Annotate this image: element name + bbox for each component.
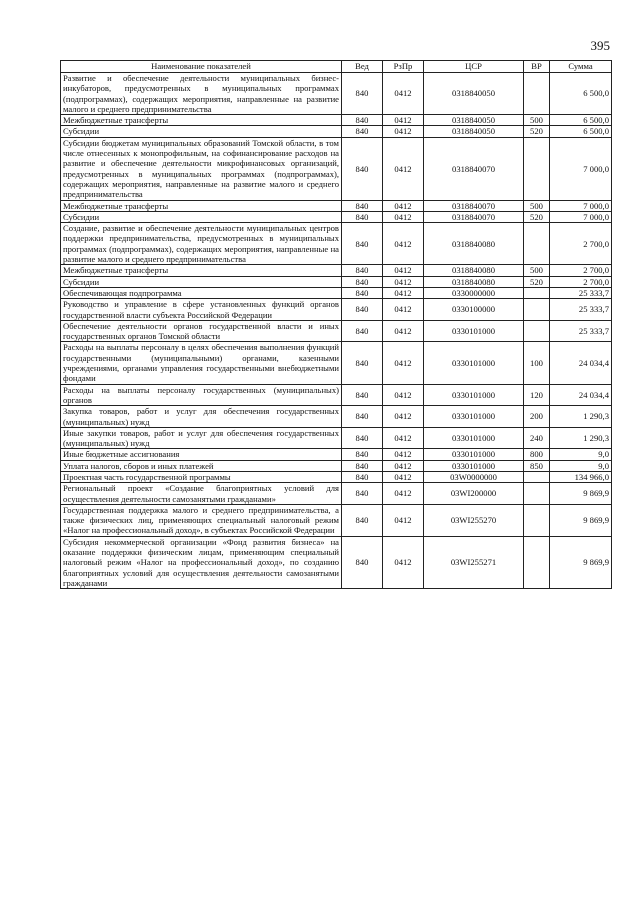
cell-sum: 134 966,0	[550, 471, 612, 482]
cell-rzpr: 0412	[383, 299, 424, 321]
cell-sum: 25 333,7	[550, 320, 612, 342]
cell-vr: 120	[524, 384, 550, 406]
cell-ved: 840	[342, 299, 383, 321]
cell-vr: 500	[524, 265, 550, 276]
cell-rzpr: 0412	[383, 211, 424, 222]
cell-rzpr: 0412	[383, 265, 424, 276]
cell-name: Межбюджетные трансферты	[61, 115, 342, 126]
cell-rzpr: 0412	[383, 483, 424, 505]
cell-vr	[524, 73, 550, 115]
cell-rzpr: 0412	[383, 320, 424, 342]
table-row	[61, 427, 612, 449]
cell-sum: 25 333,7	[550, 299, 612, 321]
cell-ved: 840	[342, 200, 383, 211]
cell-csr: 0318840050	[424, 73, 524, 115]
cell-csr: 03WI255270	[424, 504, 524, 536]
budget-table	[60, 60, 612, 589]
cell-vr: 200	[524, 406, 550, 428]
cell-csr: 0330000000	[424, 287, 524, 298]
header-csr: ЦСР	[424, 61, 524, 73]
cell-vr: 800	[524, 449, 550, 460]
cell-ved: 840	[342, 126, 383, 137]
cell-sum: 7 000,0	[550, 137, 612, 200]
table-row	[61, 460, 612, 471]
cell-vr: 520	[524, 126, 550, 137]
cell-rzpr: 0412	[383, 126, 424, 137]
cell-sum: 9 869,9	[550, 504, 612, 536]
cell-csr: 0330101000	[424, 384, 524, 406]
cell-sum: 24 034,4	[550, 342, 612, 384]
table-row	[61, 320, 612, 342]
cell-csr: 0330101000	[424, 406, 524, 428]
cell-csr: 0318840050	[424, 126, 524, 137]
cell-vr	[524, 299, 550, 321]
cell-ved: 840	[342, 73, 383, 115]
cell-rzpr: 0412	[383, 536, 424, 588]
cell-ved: 840	[342, 460, 383, 471]
cell-vr	[524, 536, 550, 588]
cell-csr: 0318840070	[424, 211, 524, 222]
cell-rzpr: 0412	[383, 460, 424, 471]
cell-name: Расходы на выплаты персоналу в целях обеспечения выполнения функций государственными (муниципальными) органами, казенными учреждениями, органами управления государственными внебюджетными фондами	[61, 342, 342, 384]
cell-sum: 6 500,0	[550, 126, 612, 137]
cell-rzpr: 0412	[383, 73, 424, 115]
cell-csr: 03WI255271	[424, 536, 524, 588]
cell-csr: 0330101000	[424, 449, 524, 460]
cell-sum: 9,0	[550, 449, 612, 460]
cell-ved: 840	[342, 449, 383, 460]
cell-rzpr: 0412	[383, 427, 424, 449]
cell-sum: 1 290,3	[550, 427, 612, 449]
cell-vr: 520	[524, 276, 550, 287]
table-row	[61, 384, 612, 406]
table-row	[61, 115, 612, 126]
cell-sum: 7 000,0	[550, 200, 612, 211]
cell-vr: 500	[524, 115, 550, 126]
cell-name: Иные закупки товаров, работ и услуг для обеспечения государственных (муниципальных) нужд	[61, 427, 342, 449]
cell-csr: 0330100000	[424, 299, 524, 321]
table-row	[61, 449, 612, 460]
cell-vr	[524, 287, 550, 298]
table-row	[61, 265, 612, 276]
cell-vr	[524, 223, 550, 265]
cell-csr: 03W0000000	[424, 471, 524, 482]
table-body	[61, 73, 612, 589]
cell-sum: 7 000,0	[550, 211, 612, 222]
cell-rzpr: 0412	[383, 276, 424, 287]
cell-sum: 6 500,0	[550, 73, 612, 115]
cell-ved: 840	[342, 320, 383, 342]
cell-name: Межбюджетные трансферты	[61, 265, 342, 276]
cell-sum: 2 700,0	[550, 276, 612, 287]
cell-vr	[524, 137, 550, 200]
cell-rzpr: 0412	[383, 384, 424, 406]
cell-ved: 840	[342, 384, 383, 406]
cell-rzpr: 0412	[383, 342, 424, 384]
cell-csr: 0330101000	[424, 460, 524, 471]
header-rzpr: РзПр	[383, 61, 424, 73]
cell-csr: 0318840070	[424, 137, 524, 200]
cell-ved: 840	[342, 483, 383, 505]
cell-name: Субсидии	[61, 276, 342, 287]
cell-name: Субсидии бюджетам муниципальных образований Томской области, в том числе отнесенных к монопрофильным, на софинансирование расходов на развитие и обеспечение деятельности микрофинансовых организаций, предусмотренных в муниципальных программах (подпрограммах), содержащих мероприятия, направленные на развитие малого и среднего предпринимательства	[61, 137, 342, 200]
cell-csr: 0318840080	[424, 223, 524, 265]
cell-vr	[524, 471, 550, 482]
cell-sum: 1 290,3	[550, 406, 612, 428]
table-row	[61, 483, 612, 505]
cell-name: Развитие и обеспечение деятельности муниципальных бизнес-инкубаторов, предусмотренных в муниципальных программах (подпрограммах), содержащих мероприятия, направленные на развитие малого и среднего предпринимательства	[61, 73, 342, 115]
cell-sum: 6 500,0	[550, 115, 612, 126]
page-number: 395	[590, 38, 610, 53]
cell-name: Межбюджетные трансферты	[61, 200, 342, 211]
cell-sum: 9 869,9	[550, 536, 612, 588]
cell-rzpr: 0412	[383, 200, 424, 211]
cell-vr	[524, 504, 550, 536]
table-row	[61, 211, 612, 222]
cell-ved: 840	[342, 276, 383, 287]
table-row	[61, 276, 612, 287]
cell-csr: 0318840080	[424, 276, 524, 287]
table-row	[61, 471, 612, 482]
cell-ved: 840	[342, 427, 383, 449]
table-row	[61, 223, 612, 265]
cell-ved: 840	[342, 211, 383, 222]
cell-rzpr: 0412	[383, 504, 424, 536]
cell-ved: 840	[342, 536, 383, 588]
cell-sum: 25 333,7	[550, 287, 612, 298]
cell-vr: 100	[524, 342, 550, 384]
cell-vr	[524, 320, 550, 342]
cell-rzpr: 0412	[383, 287, 424, 298]
cell-name: Субсидия некоммерческой организации «Фонд развития бизнеса» на оказание поддержки физическим лицам, применяющим специальный налоговый режим «Налог на профессиональный доход», по созданию благоприятных условий для осуществления деятельности самозанятыми гражданами	[61, 536, 342, 588]
cell-name: Расходы на выплаты персоналу государственных (муниципальных) органов	[61, 384, 342, 406]
header-sum: Сумма	[550, 61, 612, 73]
cell-rzpr: 0412	[383, 406, 424, 428]
table-row	[61, 342, 612, 384]
table-header-row	[61, 61, 612, 73]
cell-rzpr: 0412	[383, 115, 424, 126]
cell-name: Закупка товаров, работ и услуг для обеспечения государственных (муниципальных) нужд	[61, 406, 342, 428]
cell-sum: 24 034,4	[550, 384, 612, 406]
table-row	[61, 200, 612, 211]
cell-csr: 0318840050	[424, 115, 524, 126]
cell-ved: 840	[342, 342, 383, 384]
cell-vr	[524, 483, 550, 505]
cell-name: Иные бюджетные ассигнования	[61, 449, 342, 460]
cell-name: Обеспечение деятельности органов государственной власти и иных государственных органов Томской области	[61, 320, 342, 342]
header-name: Наименование показателей	[61, 61, 342, 73]
cell-rzpr: 0412	[383, 449, 424, 460]
cell-name: Уплата налогов, сборов и иных платежей	[61, 460, 342, 471]
cell-sum: 2 700,0	[550, 223, 612, 265]
cell-rzpr: 0412	[383, 471, 424, 482]
cell-csr: 0318840080	[424, 265, 524, 276]
cell-vr: 240	[524, 427, 550, 449]
cell-ved: 840	[342, 223, 383, 265]
cell-ved: 840	[342, 265, 383, 276]
table-row	[61, 137, 612, 200]
table-row	[61, 299, 612, 321]
table-row	[61, 406, 612, 428]
cell-rzpr: 0412	[383, 137, 424, 200]
cell-name: Государственная поддержка малого и среднего предпринимательства, а также физических лиц, применяющих специальный налоговый режим «Налог на профессиональный доход», в субъектах Российской Федерации	[61, 504, 342, 536]
cell-csr: 0330101000	[424, 342, 524, 384]
table-row	[61, 73, 612, 115]
table-row	[61, 126, 612, 137]
cell-name: Проектная часть государственной программы	[61, 471, 342, 482]
table-row	[61, 504, 612, 536]
cell-vr: 500	[524, 200, 550, 211]
cell-ved: 840	[342, 504, 383, 536]
cell-ved: 840	[342, 406, 383, 428]
table-row	[61, 536, 612, 588]
cell-vr: 520	[524, 211, 550, 222]
cell-csr: 0318840070	[424, 200, 524, 211]
cell-name: Обеспечивающая подпрограмма	[61, 287, 342, 298]
cell-name: Субсидии	[61, 211, 342, 222]
cell-ved: 840	[342, 471, 383, 482]
cell-sum: 9,0	[550, 460, 612, 471]
cell-name: Региональный проект «Создание благоприятных условий для осуществления деятельности самозанятыми гражданами»	[61, 483, 342, 505]
cell-name: Руководство и управление в сфере установленных функций органов государственной власти субъекта Российской Федерации	[61, 299, 342, 321]
cell-sum: 2 700,0	[550, 265, 612, 276]
cell-name: Создание, развитие и обеспечение деятельности муниципальных центров поддержки предпринимательства, предусмотренных в муниципальных программах (подпрограммах), содержащих мероприятия, направленные на развитие малого и среднего предпринимательства	[61, 223, 342, 265]
header-vr: ВР	[524, 61, 550, 73]
cell-vr: 850	[524, 460, 550, 471]
cell-csr: 0330101000	[424, 427, 524, 449]
header-ved: Вед	[342, 61, 383, 73]
cell-sum: 9 869,9	[550, 483, 612, 505]
cell-csr: 0330101000	[424, 320, 524, 342]
table-row	[61, 287, 612, 298]
cell-ved: 840	[342, 137, 383, 200]
cell-name: Субсидии	[61, 126, 342, 137]
cell-rzpr: 0412	[383, 223, 424, 265]
cell-csr: 03WI200000	[424, 483, 524, 505]
cell-ved: 840	[342, 287, 383, 298]
cell-ved: 840	[342, 115, 383, 126]
